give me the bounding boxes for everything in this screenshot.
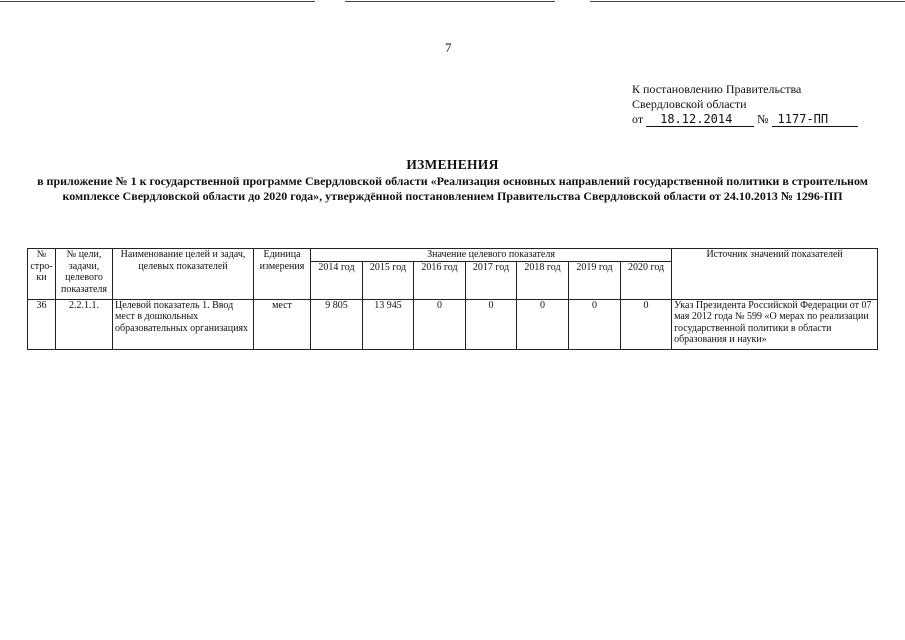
document-subtitle: в приложение № 1 к государственной программе Свердловской области «Реализация основных направлений государственной политики в строительном комплексе Свердловской области до 2020 года», утверждённой постановлением Правительства Свердловской области от 24.10.2013 № 1296-ПП	[37, 174, 868, 203]
number-label: №	[757, 112, 769, 126]
header-year: 2015 год	[363, 261, 414, 299]
cell-value: 0	[517, 299, 569, 349]
header-year: 2017 год	[466, 261, 517, 299]
scan-edge-line	[0, 1, 315, 2]
cell-value: 13 945	[363, 299, 414, 349]
scan-edge-line	[590, 1, 905, 2]
scan-edge-line	[345, 1, 555, 2]
cell-unit: мест	[254, 299, 311, 349]
cell-row-no: 36	[28, 299, 56, 349]
header-year: 2018 год	[517, 261, 569, 299]
document-title: ИЗМЕНЕНИЯ	[406, 157, 499, 172]
from-label: от	[632, 112, 644, 126]
cell-source: Указ Президента Российской Федерации от 07 мая 2012 года № 599 «О мерах по реализации государственной политики в области образования и науки»	[672, 299, 878, 349]
cell-goal-no: 2.2.1.1.	[56, 299, 113, 349]
header-year: 2020 год	[621, 261, 672, 299]
header-unit: Единица измерения	[254, 249, 311, 300]
header-source: Источник значений показателей	[672, 249, 878, 300]
cell-name: Целевой показатель 1. Ввод мест в дошкольных образовательных организациях	[113, 299, 254, 349]
table-row	[28, 299, 878, 349]
header-value-group: Значение целевого показателя	[311, 249, 672, 262]
header-year: 2014 год	[311, 261, 363, 299]
indicators-table	[27, 248, 878, 350]
approval-number: 1177-ПП	[772, 113, 858, 127]
approval-line-2: Свердловской области	[632, 97, 747, 111]
approval-date-number-line	[632, 112, 858, 127]
header-row-no: № стро-ки	[28, 249, 56, 300]
header-year: 2016 год	[414, 261, 466, 299]
cell-value: 0	[569, 299, 621, 349]
page-number: 7	[445, 40, 452, 55]
header-year: 2019 год	[569, 261, 621, 299]
cell-value: 0	[414, 299, 466, 349]
header-name: Наименование целей и задач, целевых показателей	[113, 249, 254, 300]
header-row	[28, 249, 878, 262]
approval-block	[632, 82, 858, 127]
cell-value: 0	[621, 299, 672, 349]
approval-line-1: К постановлению Правительства	[632, 82, 802, 96]
cell-value: 0	[466, 299, 517, 349]
header-goal-no: № цели, задачи, целевого показателя	[56, 249, 113, 300]
cell-value: 9 805	[311, 299, 363, 349]
approval-date: 18.12.2014	[646, 113, 754, 127]
